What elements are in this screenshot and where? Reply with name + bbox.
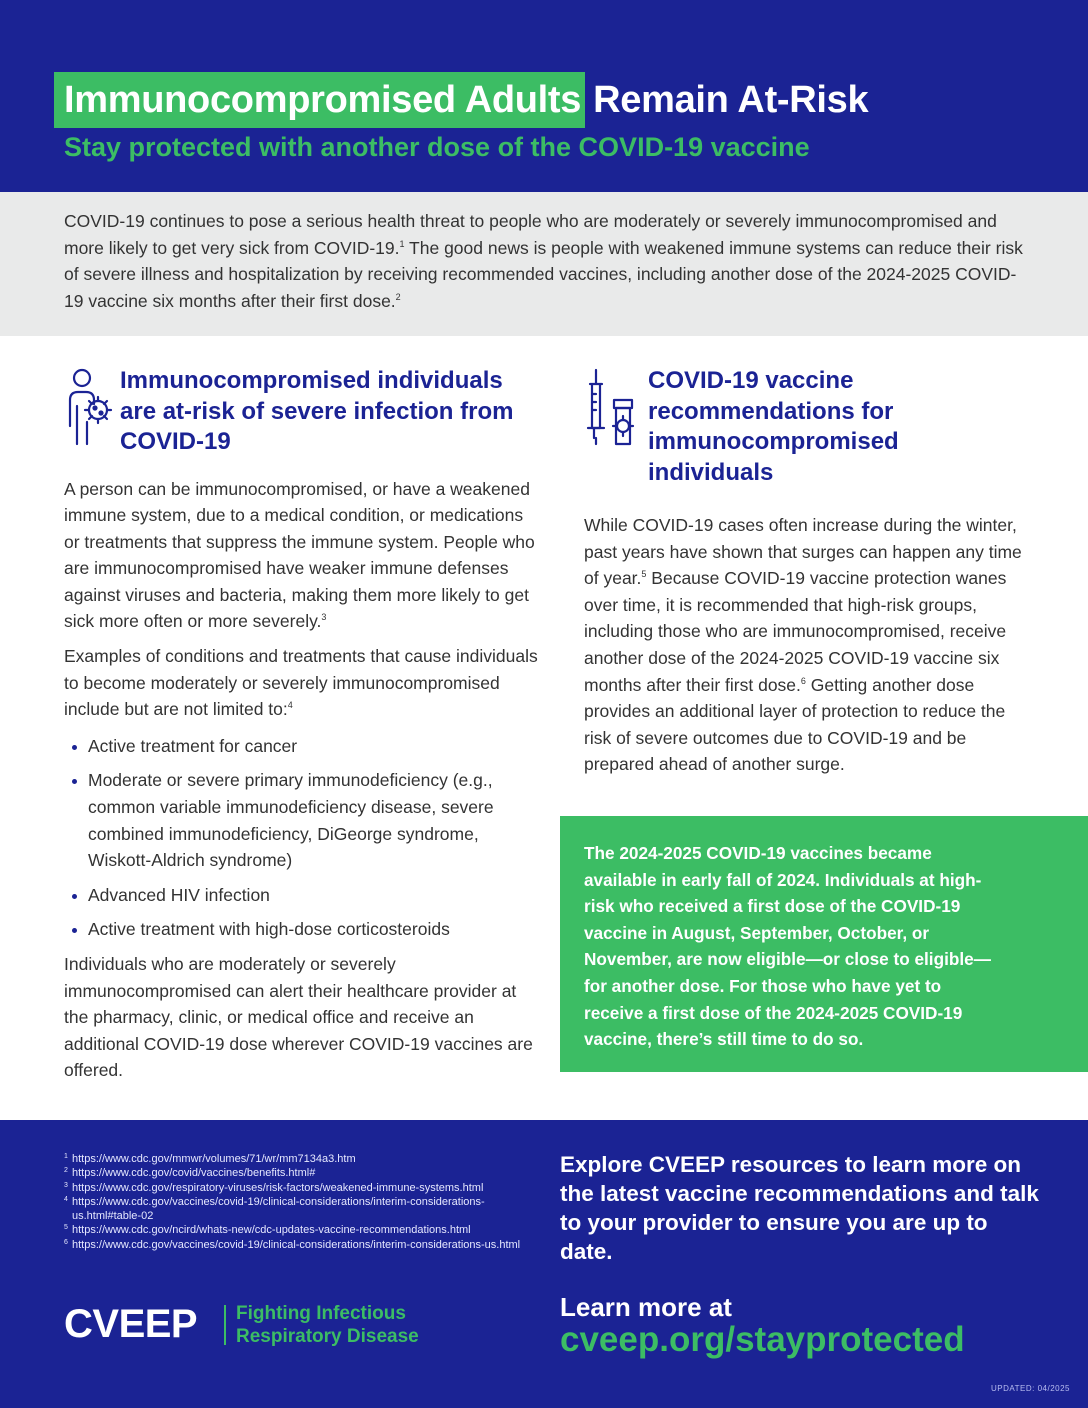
left-section-header (64, 366, 542, 458)
list-item: Advanced HIV infection (64, 882, 542, 909)
list-item: Active treatment with high-dose corticosteroids (64, 916, 542, 943)
syringe-vial-icon (584, 366, 648, 446)
intro-text: COVID-19 continues to pose a serious health threat to people who are moderately or severely immunocompromised and more likely to get very sick from COVID-19.$^1$ The good news is people with weakened immune systems can reduce their risk of severe illness and hospitalization by receiving recommended vaccines, including another dose of the 2024-2025 COVID-19 vaccine six months after their first dose.$^2$ (64, 211, 1023, 312)
left-column (64, 366, 542, 1084)
reference-item[interactable]: 4 https://www.cdc.gov/vaccines/covid-19/clinical-considerations/interim-considerations-us.html#table-02 (64, 1195, 485, 1223)
intro-section (0, 192, 1088, 336)
left-section-title: Immunocompromised individuals are at-risk of severe infection from COVID-19 (120, 367, 514, 455)
references-list (64, 1152, 534, 1252)
website-link[interactable]: cveep.org/stayprotected (560, 1320, 965, 1359)
person-virus-icon (64, 366, 120, 446)
cveep-logo: CVEEP (64, 1302, 198, 1346)
right-column (584, 366, 1024, 778)
reference-item[interactable]: 5 https://www.cdc.gov/ncird/whats-new/cdc-updates-vaccine-recommendations.html (64, 1224, 471, 1237)
left-paragraph-1: A person can be immunocompromised, or have a weakened immune system, due to a medical condition, or medications or treatments that suppress the immune system. People who are immunocompromised have weaker immune defenses against viruses and bacteria, making them more likely to get sick more often or more severely.$^3$ (64, 478, 535, 632)
cta-text: Explore CVEEP resources to learn more on the latest vaccine recommendations and talk to your provider to ensure you are up to date. (560, 1152, 1039, 1264)
right-paragraph: While COVID-19 cases often increase during the winter, past years have shown that surges can happen any time of year.$^5$ Because COVID-19 vaccine protection wanes over time, it is recommended that high-risk groups, including those who are immunocompromised, receive another dose of the 2024-2025 COVID-19 vaccine six months after their first dose.$^6$ Getting another dose provides an additional layer of protection to reduce the risk of severe outcomes due to COVID-19 and be prepared ahead of another surge. (584, 515, 1022, 775)
right-section-header (584, 366, 1024, 488)
left-paragraph-2: Examples of conditions and treatments that cause individuals to become moderately or severely immunocompromised include but are not limited to:$^4$ (64, 646, 538, 720)
reference-item[interactable]: 1 https://www.cdc.gov/mmwr/volumes/71/wr/mm7134a3.htm (64, 1153, 356, 1165)
logo-tagline: Fighting Infectious Respiratory Disease (236, 1303, 419, 1347)
learn-more-label: Learn more at (560, 1292, 732, 1322)
reference-item[interactable]: 2 https://www.cdc.gov/covid/vaccines/benefits.html# (64, 1167, 316, 1180)
right-section-title: COVID-19 vaccine recommendations for immunocompromised individuals (648, 367, 899, 486)
list-item: Moderate or severe primary immunodeficiency (e.g., common variable immunodeficiency disease, severe combined immunodeficiency, DiGeorge syndrome, Wiskott-Aldrich syndrome) (64, 767, 542, 873)
left-paragraph-3: Individuals who are moderately or severely immunocompromised can alert their healthcare provider at the pharmacy, clinic, or medical office and receive an additional COVID-19 dose wherever COVID-19 vaccines are offered. (64, 954, 533, 1081)
reference-item[interactable]: 3 https://www.cdc.gov/respiratory-viruses/risk-factors/weakened-immune-systems.html (64, 1181, 484, 1194)
callout-text: The 2024-2025 COVID-19 vaccines became available in early fall of 2024. Individuals at high-risk who received a first dose of the COVID-19 vaccine in August, September, October, or November, are now eligible—or close to eligible—for another dose. For those who have yet to receive a first dose of the 2024-2025 COVID-19 vaccine, there’s still time to do so. (584, 843, 991, 1050)
conditions-list (64, 733, 542, 943)
logo-divider (224, 1305, 226, 1345)
page-subtitle: Stay protected with another dose of the COVID-19 vaccine (64, 132, 810, 162)
list-item: Active treatment for cancer (64, 733, 542, 760)
updated-date: UPDATED: 04/2025 (991, 1384, 1070, 1393)
title-highlight: Immunocompromised Adults (54, 72, 585, 128)
reference-item[interactable]: 6 https://www.cdc.gov/vaccines/covid-19/clinical-considerations/interim-considerations-us.html (64, 1238, 521, 1251)
callout-box (560, 816, 1088, 1072)
page-title (54, 72, 868, 128)
title-rest: Remain At-Risk (593, 78, 869, 121)
